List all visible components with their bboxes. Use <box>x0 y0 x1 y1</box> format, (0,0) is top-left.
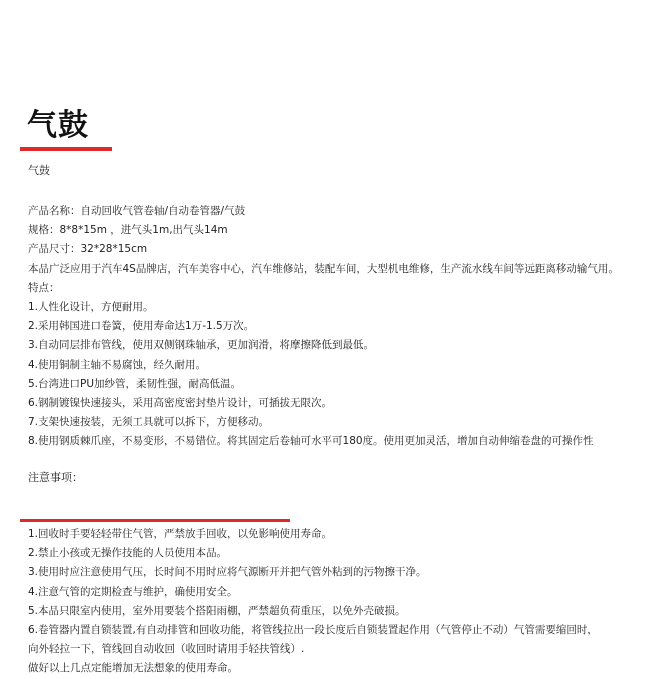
notes-heading: 注意事项： <box>28 471 83 484</box>
note-closing-line: 做好以上几点定能增加无法想象的使用寿命。 <box>28 662 238 675</box>
title-underline <box>20 147 112 151</box>
note-item: 6.卷管器内置自锁装置,有自动排管和回收功能，将管线拉出一段长度后自锁装置起作用（气管停止不动）气管需要缩回时， <box>28 624 598 637</box>
feature-item: 4.使用铜制主轴不易腐蚀，经久耐用。 <box>28 358 207 371</box>
feature-item: 2.采用韩国进口卷簧，使用寿命达1万-1.5万次。 <box>28 320 255 333</box>
spec-line-usage: 本品广泛应用于汽车4S品牌店，汽车美容中心，汽车维修站，装配车间，大型机电维修，生产流水线车间等远距离移动输气用。 <box>28 262 619 275</box>
spec-line-dimensions: 产品尺寸：32*28*15cm <box>28 243 148 256</box>
note-item: 3.使用时应注意使用气压，长时间不用时应将气源断开并把气管外粘到的污物擦干净。 <box>28 566 427 579</box>
page-title: 气鼓 <box>27 108 89 143</box>
spec-list <box>28 202 648 452</box>
product-subtitle: 气鼓 <box>28 164 50 177</box>
spec-line-specification: 规格：8*8*15m ，进气头1m,出气头14m <box>28 224 228 237</box>
features-heading: 特点： <box>28 281 60 294</box>
note-item: 1.回收时手要轻轻带住气管，严禁放手回收，以免影响使用寿命。 <box>28 528 333 540</box>
notes-underline <box>20 519 290 522</box>
note-item: 5.本品只限室内使用，室外用要装个搭阳雨棚，严禁超负荷重压，以免外壳破损。 <box>28 604 406 617</box>
feature-item: 8.使用钢质棘爪座，不易变形，不易错位。将其固定后卷轴可水平可180度。使用更加灵活，增加自动伸缩卷盘的可操作性 <box>28 435 594 448</box>
note-item: 4.注意气管的定期检查与维护，确使用安全。 <box>28 585 238 598</box>
feature-item: 3.自动同层排布管线，使用双侧钢珠轴承，更加润滑，将摩擦降低到最低。 <box>28 339 375 352</box>
note-item-continued: 向外轻拉一下，管线回自动收回（收回时请用手轻扶管线）. <box>28 643 305 656</box>
spec-line-product-name: 产品名称：自动回收气管卷轴/自动卷管器/气鼓 <box>28 205 246 217</box>
feature-item: 7.支架快速按装，无须工具就可以拆下，方便移动。 <box>28 416 270 429</box>
feature-item: 5.台湾进口PU加纱管，柔韧性强，耐高低温。 <box>28 377 242 390</box>
feature-item: 1.人性化设计，方便耐用。 <box>28 301 154 314</box>
notes-list <box>28 525 648 679</box>
feature-item: 6.钢制镀镍快速接头，采用高密度密封垫片设计，可插拔无限次。 <box>28 397 333 410</box>
note-item: 2.禁止小孩或无操作技能的人员使用本品。 <box>28 547 228 560</box>
